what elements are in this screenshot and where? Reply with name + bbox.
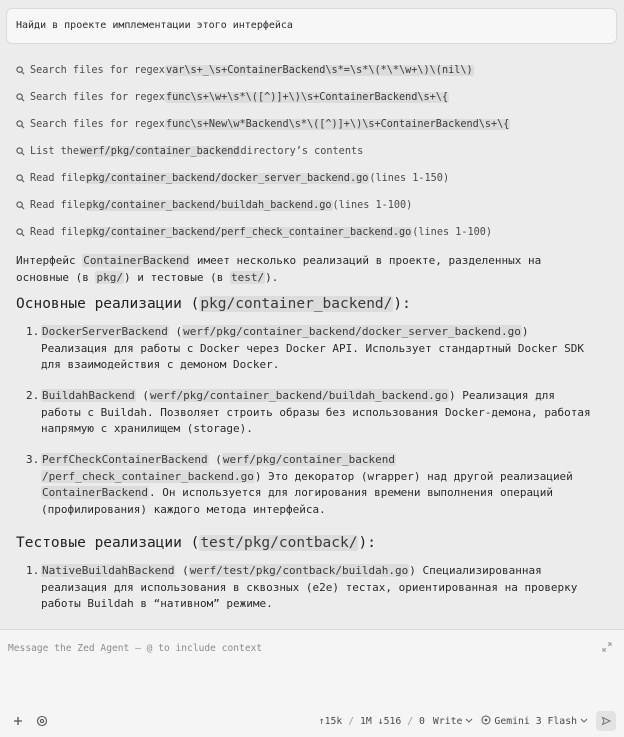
list-item-text: работы Buildah в “нативном” режиме.: [41, 597, 273, 610]
tool-call-code: werf/pkg/container_backend: [80, 145, 240, 157]
tool-call-suffix: (lines 1-100): [332, 199, 413, 211]
heading-text: ):: [358, 535, 376, 551]
composer-toolbar: [0, 710, 624, 732]
intro-text: имеет несколько реализаций в проекте, разделенных на: [190, 254, 542, 267]
tool-call-code: pkg/container_backend/buildah_backend.go: [86, 199, 332, 211]
list-item-text: . Он используется для логирования времени выполнения операций: [148, 486, 553, 499]
inline-code: NativeBuildahBackend: [42, 564, 175, 577]
send-icon: [601, 716, 611, 726]
mode-dropdown[interactable]: [433, 716, 474, 727]
search-icon: [16, 174, 30, 183]
tool-call-suffix: (lines 1-150): [369, 172, 450, 184]
inline-code: ContainerBackend: [83, 254, 190, 267]
tool-call-read-2[interactable]: [16, 195, 412, 215]
list-item-native-buildah: 1. NativeBuildahBackend (werf/test/pkg/contback/buildah.go) Специализированная реализация для использования в сквозных (e2e) тестах, ориентированная на проверку работы Buildah в “нативном” режиме.: [26, 563, 606, 613]
inline-code: /perf_check_container_backend.go: [42, 469, 254, 483]
inline-code: BuildahBackend: [42, 389, 135, 402]
model-dropdown[interactable]: [481, 715, 588, 728]
tokens-up: 15k: [324, 715, 343, 727]
arrow-down-icon: ↓: [377, 715, 384, 727]
token-usage: [319, 716, 425, 727]
list-number: 1.: [26, 564, 40, 577]
heading-text: Тестовые реализации (: [16, 535, 200, 551]
search-icon: [16, 228, 30, 237]
list-item-text: реализация для использования в сквозных (e2e) тестах, ориентированная на проверку: [41, 580, 578, 594]
inline-code: werf/pkg/container_backend/buildah_backend.go: [149, 389, 448, 402]
tokens-down: 516: [383, 715, 402, 727]
section-heading-test: [16, 535, 376, 551]
separator: /: [342, 715, 360, 727]
intro-paragraph: [16, 252, 608, 286]
separator: /: [401, 715, 420, 727]
user-message-text: Найди в проекте имплементации этого интерфейса: [16, 20, 293, 31]
inline-code: pkg/container_backend/: [200, 296, 393, 312]
search-icon: [16, 147, 30, 156]
message-composer[interactable]: [0, 629, 624, 737]
tool-call-label: Read file: [30, 199, 86, 211]
expand-icon[interactable]: [602, 642, 614, 654]
list-number: 1.: [26, 325, 40, 338]
inline-code: test/: [230, 271, 265, 284]
tokens-down-total: 0: [419, 715, 425, 727]
send-button[interactable]: [596, 711, 616, 731]
tool-call-label: Search files for regex: [30, 91, 165, 103]
tool-call-search-2[interactable]: [16, 87, 449, 107]
tool-call-code: pkg/container_backend/docker_server_backend.go: [86, 172, 369, 184]
user-message: [6, 8, 617, 44]
tool-call-code: func\s+New\w*Backend\s*\([^)]+\)\s+ContainerBackend\s+\{: [165, 118, 510, 130]
inline-code: test/pkg/contback/: [200, 535, 358, 551]
intro-text: Интерфейс: [16, 254, 83, 267]
list-item-perfcheck: 3. PerfCheckContainerBackend (werf/pkg/container_backend /perf_check_container_backend.go) Это декоратор (wrapper) над другой реализацией ContainerBackend. Он используется для логирования времени выполнения операций (профилирования) каждого метода интерфейса.: [26, 452, 606, 518]
tool-call-label: Search files for regex: [30, 118, 165, 130]
list-item-docker: 1. DockerServerBackend (werf/pkg/container_backend/docker_server_backend.go) Реализация для работы с Docker через Docker API. Использует стандартный Docker SDK для взаимодействия с демоном Docker.: [26, 324, 606, 374]
heading-text: ):: [393, 296, 411, 312]
list-item-text: Специализированная: [415, 564, 542, 577]
tool-call-code: var\s+_\s+ContainerBackend\s*=\s*\(*\*\w+\)\(nil\): [165, 64, 473, 76]
list-item-text: Реализация для работы с Docker через Docker API. Использует стандартный Docker SDK: [41, 341, 585, 355]
tool-call-label: Read file: [30, 172, 86, 184]
search-icon: [16, 66, 30, 75]
mode-label: Write: [432, 715, 463, 727]
tokens-up-total: 1M: [360, 715, 372, 727]
list-item-text: (профилирования) каждого метода интерфейса.: [41, 502, 326, 516]
context-icon[interactable]: [34, 713, 50, 729]
tool-call-label: Search files for regex: [30, 64, 165, 76]
search-icon: [16, 120, 30, 129]
search-icon: [16, 93, 30, 102]
chevron-down-icon: [580, 716, 588, 727]
inline-code: werf/pkg/container_backend: [222, 453, 396, 466]
list-item-text: работы с Buildah. Позволяет строить образы без использования Docker-демона, работая: [41, 405, 591, 419]
tool-call-search-1[interactable]: [16, 60, 474, 80]
tool-call-label: List the: [30, 145, 80, 157]
search-icon: [16, 201, 30, 210]
list-item-text: Реализация для: [455, 389, 555, 402]
intro-text: основные (в: [16, 271, 96, 284]
inline-code: PerfCheckContainerBackend: [42, 453, 208, 466]
tool-call-suffix: (lines 1-100): [412, 226, 493, 238]
chevron-down-icon: [465, 716, 473, 727]
inline-code: werf/pkg/container_backend/docker_server_backend.go: [183, 325, 521, 338]
tool-call-search-3[interactable]: [16, 114, 510, 134]
list-item-text: Это декоратор (wrapper) над другой реализацией: [261, 469, 573, 483]
list-item-buildah: 2. BuildahBackend (werf/pkg/container_backend/buildah_backend.go) Реализация для работы с Buildah. Позволяет строить образы без использования Docker-демона, работая напрямую с хранилищем (storage).: [26, 388, 606, 438]
inline-code: DockerServerBackend: [42, 325, 168, 338]
tool-call-read-1[interactable]: [16, 168, 449, 188]
list-item-text: для взаимодействия с демоном Docker.: [41, 358, 280, 371]
plus-icon[interactable]: [10, 713, 26, 729]
list-number: 3.: [26, 453, 40, 466]
gemini-icon: [481, 715, 491, 728]
heading-text: Основные реализации (: [16, 296, 200, 312]
message-input[interactable]: Message the Zed Agent — @ to include context: [8, 643, 263, 654]
inline-code: pkg/: [96, 271, 123, 284]
tool-call-code: func\s+\w+\s*\([^)]+\)\s+ContainerBackend\s+\{: [165, 91, 449, 103]
inline-code: ContainerBackend: [42, 486, 148, 499]
tool-call-code: pkg/container_backend/perf_check_container_backend.go: [86, 226, 412, 238]
inline-code: werf/test/pkg/contback/buildah.go: [189, 564, 409, 577]
intro-text: ) и тестовые (в: [123, 271, 230, 284]
section-heading-main: [16, 296, 411, 312]
tool-call-label: Read file: [30, 226, 86, 238]
tool-call-list-dir[interactable]: [16, 141, 363, 161]
intro-text: ).: [265, 271, 279, 284]
list-number: 2.: [26, 389, 40, 402]
tool-call-suffix: directory’s contents: [240, 145, 364, 157]
arrow-up-icon: ↑: [318, 715, 325, 727]
tool-call-read-3[interactable]: [16, 222, 492, 242]
list-item-text: напрямую с хранилищем (storage).: [41, 422, 253, 435]
model-label: Gemini 3 Flash: [494, 715, 577, 727]
